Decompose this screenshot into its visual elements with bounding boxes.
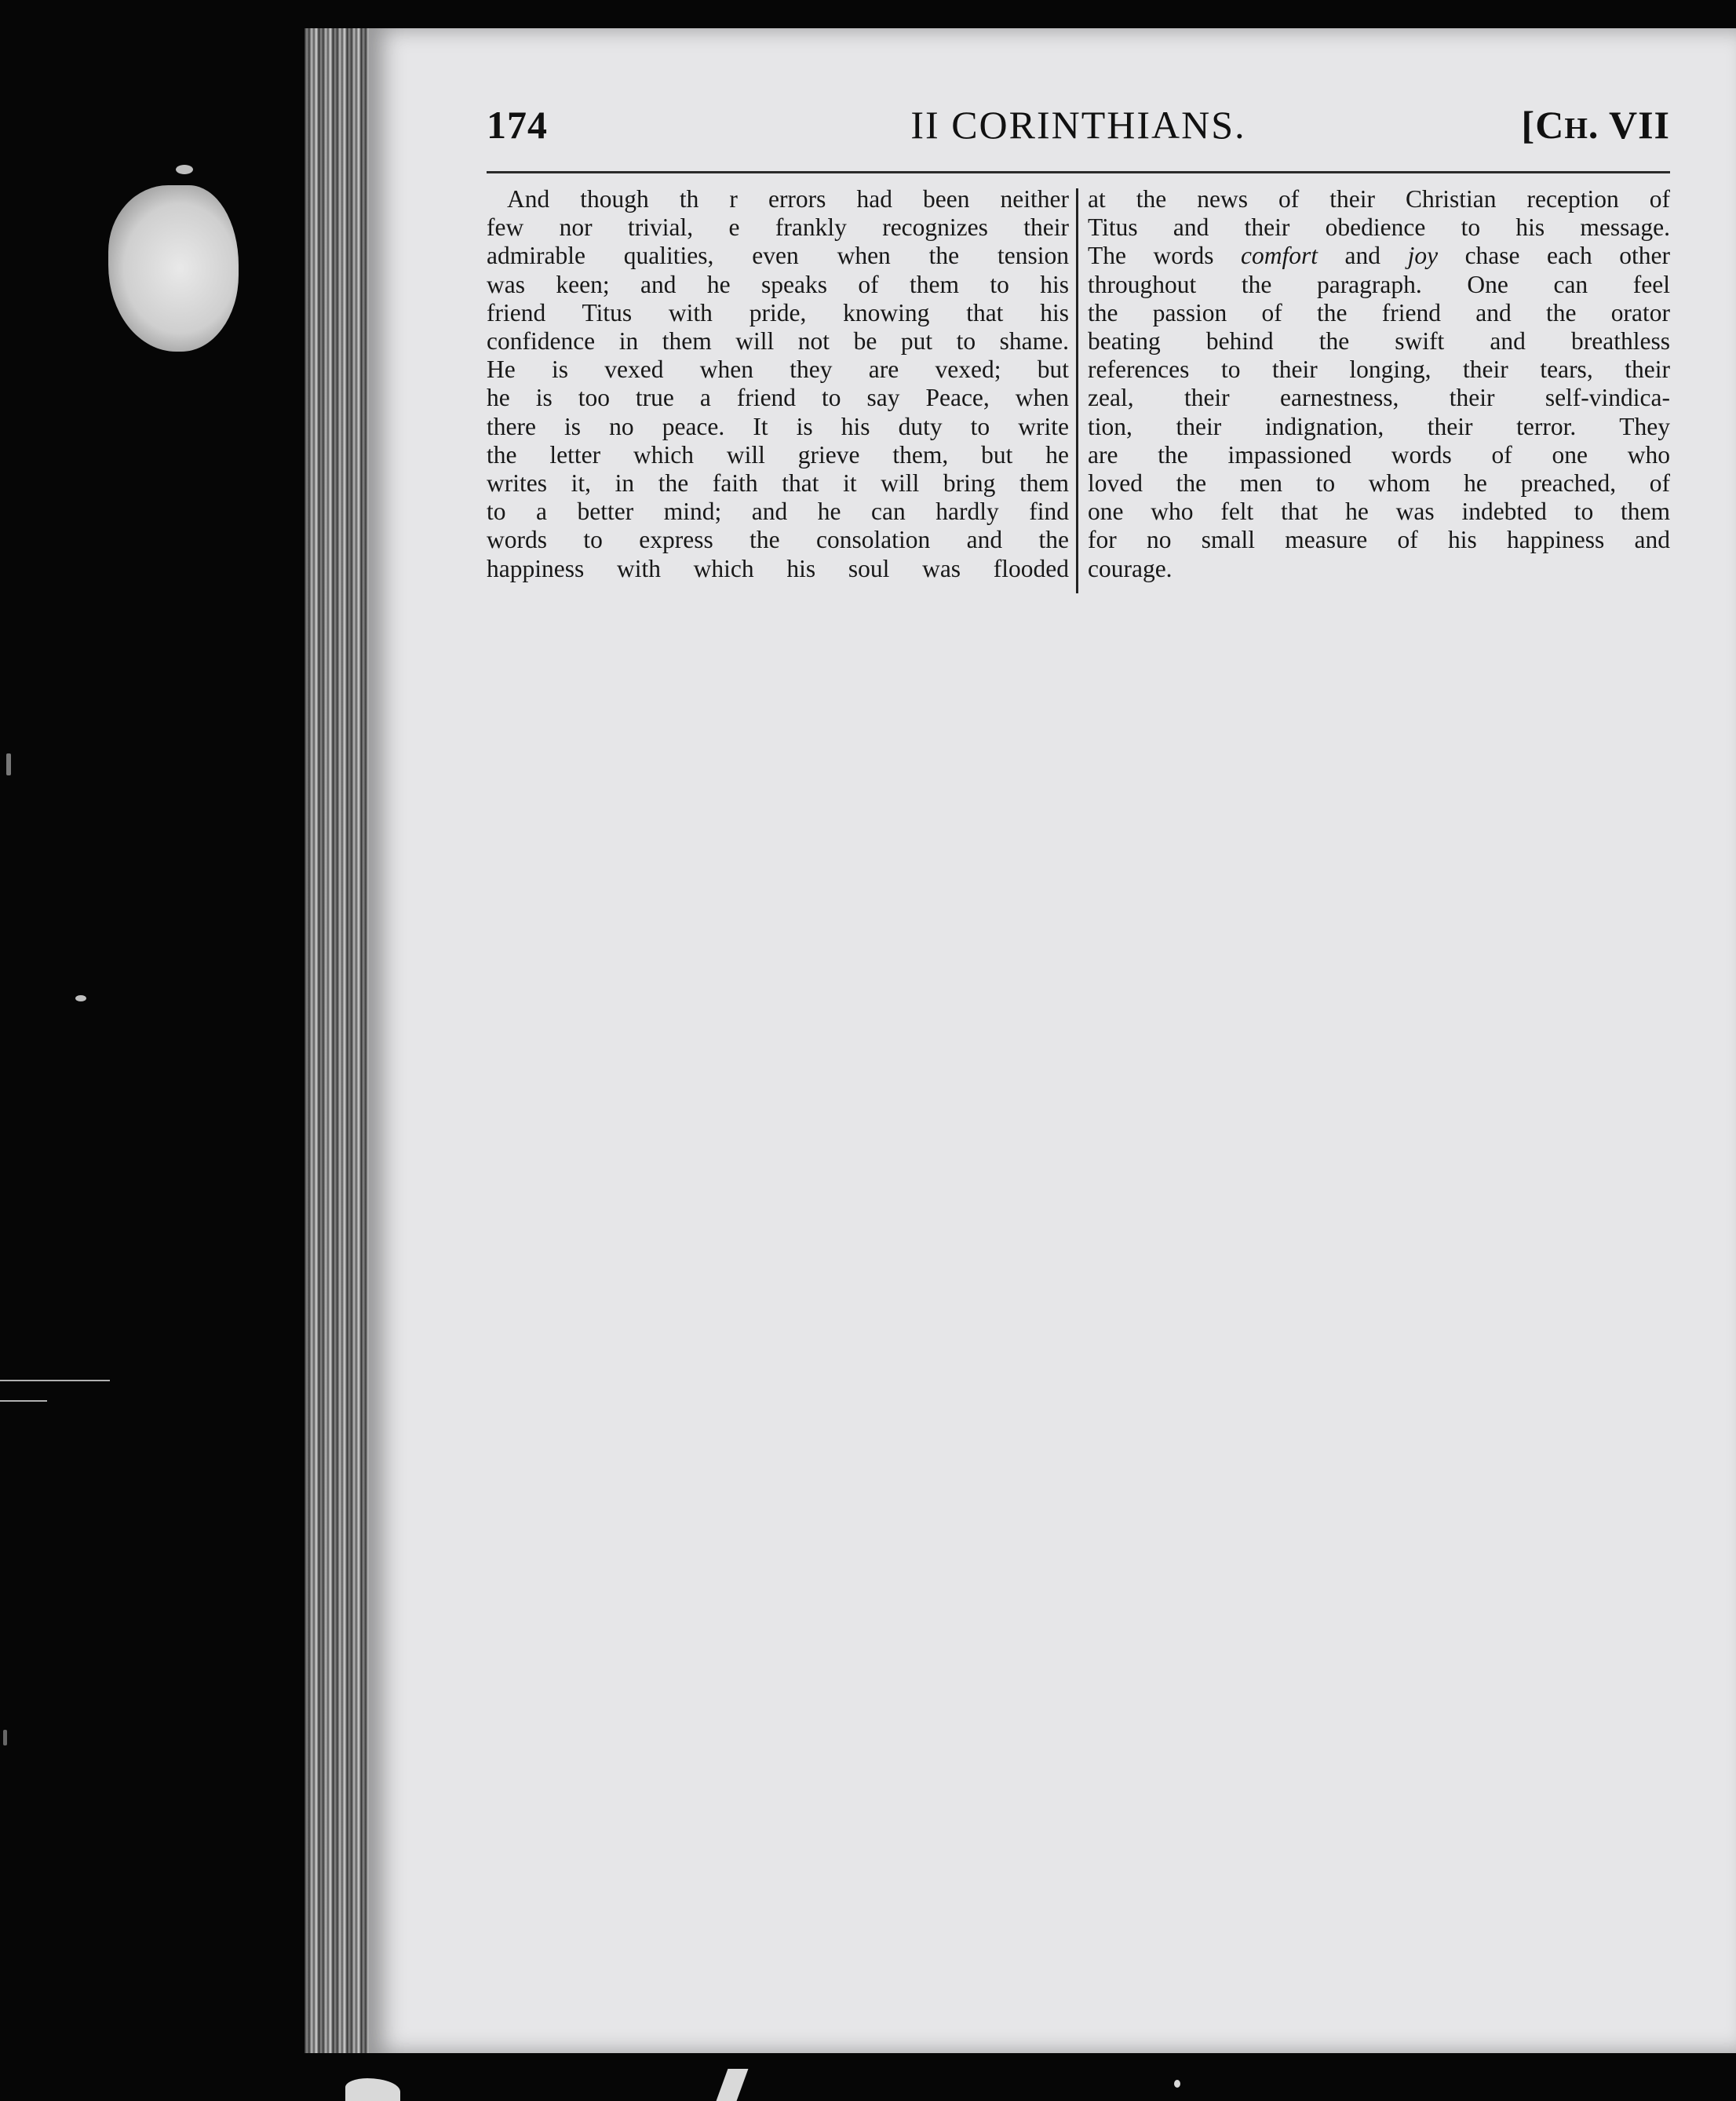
text-line: words to express the consolation and the <box>487 526 1069 554</box>
text-line: to a better mind; and he can hardly find <box>487 498 1069 526</box>
scan-debris <box>717 2069 749 2101</box>
text-segment: chase each other <box>1438 242 1670 270</box>
text-line: admirable qualities, even when the tension <box>487 242 1069 270</box>
text-line-with-italics <box>1088 242 1670 270</box>
chapter-reference <box>1522 102 1670 148</box>
text-segment: and <box>1318 242 1408 270</box>
text-line: are the impassioned words of one who <box>1088 440 1670 469</box>
text-line: He is vexed when they are vexed; but <box>487 356 1069 384</box>
text-line: loved the men to whom he preached, of <box>1088 469 1670 498</box>
text-line: Titus and their obedience to his message. <box>1088 213 1670 242</box>
header-rule <box>487 171 1670 173</box>
text-line: And though th r errors had been neither <box>507 185 1069 213</box>
chapter-prefix: C <box>1535 103 1565 147</box>
running-head <box>487 102 1670 157</box>
text-line: references to their longing, their tears, their <box>1088 356 1670 384</box>
text-line: for no small measure of his happiness and <box>1088 526 1670 554</box>
text-line: he is too true a friend to say Peace, when <box>487 384 1069 412</box>
text-line: friend Titus with pride, knowing that his <box>487 298 1069 326</box>
left-text-column <box>487 185 1069 583</box>
text-line: throughout the paragraph. One can feel <box>1088 270 1670 298</box>
scan-line-mark <box>0 1380 110 1381</box>
chapter-number: . VII <box>1588 103 1670 147</box>
right-text-column <box>1088 185 1670 583</box>
text-line: happiness with which his soul was flooded <box>487 554 1069 582</box>
dust-speck <box>176 165 193 174</box>
scan-debris <box>345 2078 400 2101</box>
text-line: zeal, their earnestness, their self-vindica- <box>1088 384 1670 412</box>
text-line: courage. <box>1088 554 1173 582</box>
italic-word-comfort: comfort <box>1241 242 1318 270</box>
text-line: there is no peace. It is his duty to write <box>487 412 1069 440</box>
text-line: at the news of their Christian reception of <box>1088 185 1670 213</box>
italic-word-joy: joy <box>1407 242 1439 270</box>
page-number: 174 <box>487 103 548 147</box>
dust-speck <box>75 995 86 1001</box>
chapter-small-caps: H <box>1564 112 1588 145</box>
text-segment: The words <box>1088 242 1242 270</box>
book-title: II CORINTHIANS. <box>910 103 1246 147</box>
text-line: writes it, in the faith that it will bring them <box>487 469 1069 498</box>
text-line: one who felt that he was indebted to them <box>1088 498 1670 526</box>
torn-paper-fragment <box>108 185 239 352</box>
text-line: the letter which will grieve them, but he <box>487 440 1069 469</box>
scan-debris <box>1174 2080 1180 2088</box>
text-line: was keen; and he speaks of them to his <box>487 270 1069 298</box>
chapter-bracket: [ <box>1521 103 1536 147</box>
dust-speck <box>3 1730 7 1745</box>
column-divider <box>1076 188 1078 593</box>
text-line: the passion of the friend and the orator <box>1088 298 1670 326</box>
text-line: beating behind the swift and breathless <box>1088 327 1670 356</box>
dust-speck <box>6 753 11 775</box>
text-line: few nor trivial, e frankly recognizes their <box>487 213 1069 242</box>
text-line: confidence in them will not be put to shame. <box>487 327 1069 356</box>
scan-line-mark <box>0 1400 47 1402</box>
text-line: tion, their indignation, their terror. They <box>1088 412 1670 440</box>
